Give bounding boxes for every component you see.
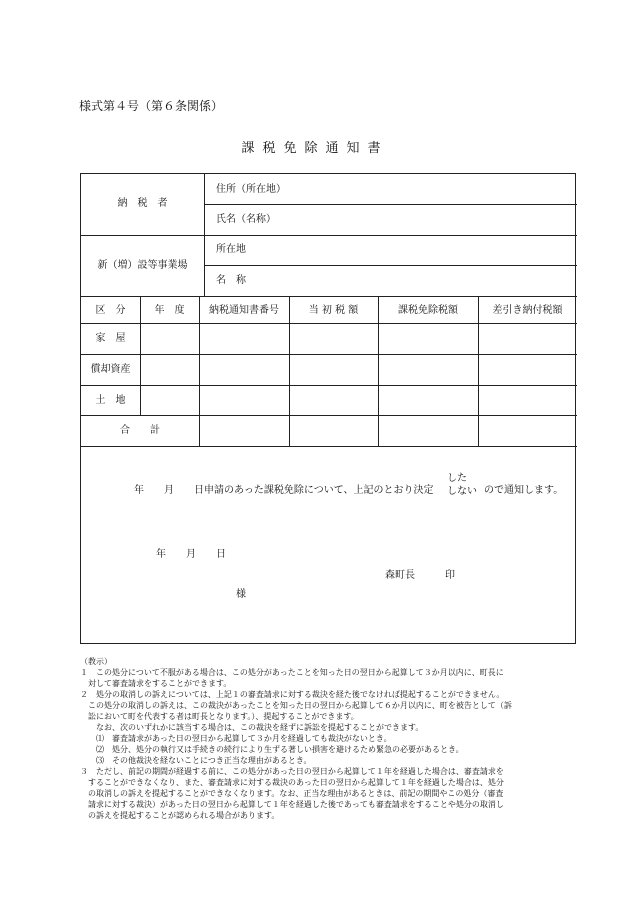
notice-tail: ので通知します。 <box>484 485 564 496</box>
instruction-line: なお、次のいずれかに該当する場合は、この裁決を経ずに訴訟を提起することができます。 <box>80 723 424 732</box>
col-header-exempt-tax: 課税免除税額 <box>398 305 458 316</box>
instruction-line: 請求に対する裁決）があった日の翌日から起算して１年を経過した後であっても審査請求をすることや処分の取消し <box>80 800 504 809</box>
instruction-line: することができなくなり、また、審査請求に対する裁決のあった日の翌日から起算して１年を経過した場合は、処分 <box>80 778 504 787</box>
instruction-line: ⑵ 処分、処分の執行又は手続きの続行により生ずる著しい損害を避けるため緊急の必要があるとき。 <box>80 745 464 754</box>
form-table <box>80 173 576 644</box>
row-label-total: 合 計 <box>120 425 160 436</box>
col-header-year: 年 度 <box>154 305 185 316</box>
form-number: 様式第４号（第６条関係） <box>79 99 224 113</box>
notice-year: 年 <box>134 485 144 496</box>
row-label-house: 家 屋 <box>95 333 126 344</box>
instruction-line: の訴えを提起することが認められる場合があります。 <box>80 811 280 820</box>
addressee-suffix: 様 <box>236 589 246 600</box>
facility-label: 新（増）設等事業場 <box>97 260 188 271</box>
col-header-initial-tax: 当 初 税 額 <box>308 305 359 316</box>
notice-month: 月 <box>164 485 174 496</box>
document-title: 課税免除通知書 <box>241 141 389 156</box>
instruction-line: １ この処分について不服がある場合は、この処分があったことを知った日の翌日から起算して３か月以内に、町長に <box>80 668 504 677</box>
row-label-land: 土 地 <box>95 395 126 406</box>
taxpayer-label: 納 税 者 <box>117 198 168 209</box>
instruction-line: の取消しの訴えを提起することができなくなります。なお、正当な理由があるときは、前記の期間やこの処分（審査 <box>80 789 504 798</box>
instruction-line: 訟において町を代表する者は町長となります。）、提起することができます。 <box>80 712 359 721</box>
issuer-name: 森町長 <box>385 570 415 581</box>
date-month: 月 <box>186 549 196 560</box>
instructions <box>80 656 560 821</box>
address-label: 住所（所在地） <box>216 184 286 195</box>
seal-mark: 印 <box>445 570 455 581</box>
option-did: した <box>447 473 467 484</box>
col-header-notice-number: 納税通知書番号 <box>209 305 279 316</box>
col-header-net-payment: 差引き納付税額 <box>492 305 563 316</box>
instruction-line: 対して審査請求をすることができます。 <box>80 679 232 688</box>
instruction-line: ２ 処分の取消しの訴えについては、上記１の審査請求に対する裁決を経た後でなければ提起することができません。 <box>80 690 505 699</box>
date-year: 年 <box>156 549 166 560</box>
facility-location-label: 所在地 <box>216 244 246 255</box>
col-header-category: 区 分 <box>95 305 126 316</box>
name-label: 氏名（名称） <box>216 214 276 225</box>
notice-body-text: 日申請のあった課税免除について、上記のとおり決定 <box>194 485 434 496</box>
instruction-line: ⑴ 審査請求があった日の翌日から起算して３か月を経過しても裁決がないとき。 <box>80 734 392 743</box>
instruction-line: この処分の取消しの訴えは、この裁決があったことを知った日の翌日から起算して６か月以内に、町を被告として（訴 <box>80 701 512 710</box>
instruction-line: ⑶ その他裁決を経ないことにつき正当な理由があるとき。 <box>80 756 312 765</box>
option-did-not: しない <box>447 486 477 497</box>
date-day: 日 <box>216 549 226 560</box>
instructions-heading: （教示） <box>80 657 112 666</box>
row-label-depreciable-assets: 償却資産 <box>90 364 131 375</box>
facility-name-label: 名 称 <box>216 275 246 286</box>
instruction-line: ３ ただし、前記の期間が経過する前に、この処分があった日の翌日から起算して１年を経過した場合は、審査請求を <box>80 767 504 776</box>
